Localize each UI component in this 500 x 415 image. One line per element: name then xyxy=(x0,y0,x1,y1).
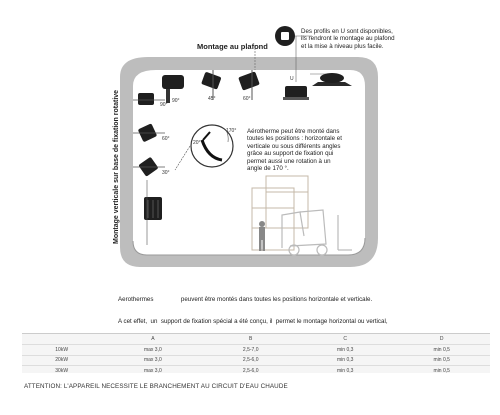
table-header-cell: D xyxy=(393,334,490,345)
angle-label-60: 60° xyxy=(243,96,251,102)
heater-wall-30 xyxy=(133,157,165,177)
angle-label-wall-90: 90° xyxy=(160,102,168,108)
table-cell: min 0,5 xyxy=(393,344,490,355)
attention-note: ATTENTION: L'APPAREIL NECESSITE LE BRANCHEMENT AU CIRCUIT D'EAU CHAUDE xyxy=(24,383,288,390)
angle-label-45: 45° xyxy=(208,96,216,102)
bracket-detail xyxy=(175,125,233,170)
forklift xyxy=(282,210,352,255)
aero-line-5: permet aussi une rotation à un xyxy=(247,157,331,165)
profiles-note-line-2: ils rendront le montage au plafond xyxy=(301,35,395,43)
profiles-note xyxy=(301,28,395,50)
table-header-row xyxy=(22,334,490,345)
table-cell: 20kW xyxy=(22,355,101,366)
table-header-cell: C xyxy=(297,334,393,345)
angle-label-u: U xyxy=(290,76,294,82)
body-line-1: Aerothermes peuvent être montés dans toutes les positions horizontale et verticale. xyxy=(118,295,373,303)
table-cell: 2,5-6,0 xyxy=(204,355,297,366)
table-header-cell xyxy=(22,334,101,345)
table-cell: 2,5-6,0 xyxy=(204,366,297,376)
table-header-cell: B xyxy=(204,334,297,345)
aero-line-1: Aérotherme peut être monté dans xyxy=(247,128,340,135)
table-row xyxy=(22,344,490,355)
aero-line-3: verticale ou sous différents angles xyxy=(247,142,341,150)
profiles-note-line-1: Des profils en U sont disponibles, xyxy=(301,28,393,35)
table-cell: min 0,3 xyxy=(297,355,393,366)
angle-label-90: 90° xyxy=(172,98,180,104)
ceiling-mount-label: Montage au plafond xyxy=(197,42,268,51)
profiles-note-line-3: et la mise à niveau plus facile. xyxy=(301,42,384,50)
table-cell: 30kW xyxy=(22,366,101,376)
heater-wall-60 xyxy=(133,123,165,142)
angle-label-20: 20° xyxy=(193,140,201,146)
angle-label-wall-30: 30° xyxy=(162,170,170,176)
person-figure xyxy=(259,221,265,251)
table-cell: min 0,3 xyxy=(297,366,393,376)
aero-line-2: toutes les positions : horizontale et xyxy=(247,135,342,143)
table-row xyxy=(22,366,490,376)
table-cell: min 0,5 xyxy=(393,355,490,366)
angle-label-wall-60: 60° xyxy=(162,136,170,142)
table-cell: 10kW xyxy=(22,344,101,355)
vertical-mount-label: Montage verticale sur base de fixation rotative xyxy=(113,89,120,244)
body-line-2: A cet effet, un support de fixation spécial a été conçu, il permet le montage horizontal ou vertical, xyxy=(118,318,388,326)
table-cell: max 3,0 xyxy=(101,344,204,355)
heater-u-profile xyxy=(283,86,309,100)
table-cell: max 3,0 xyxy=(101,355,204,366)
table-cell: min 0,5 xyxy=(393,366,490,376)
table-cell: max 3,0 xyxy=(101,366,204,376)
table-row xyxy=(22,355,490,366)
heater-ceiling-flat xyxy=(312,73,352,86)
spec-table xyxy=(22,333,490,376)
u-profile-icon xyxy=(275,26,295,46)
table-header-cell: A xyxy=(101,334,204,345)
aerotherme-note xyxy=(247,128,342,172)
angle-label-170: 170° xyxy=(226,128,237,134)
aero-line-4: grâce au support de fixation qui xyxy=(247,150,334,158)
aero-line-6: angle de 170 °. xyxy=(247,165,289,173)
table-cell: 2,5-7,0 xyxy=(204,344,297,355)
table-cell: min 0,3 xyxy=(297,344,393,355)
